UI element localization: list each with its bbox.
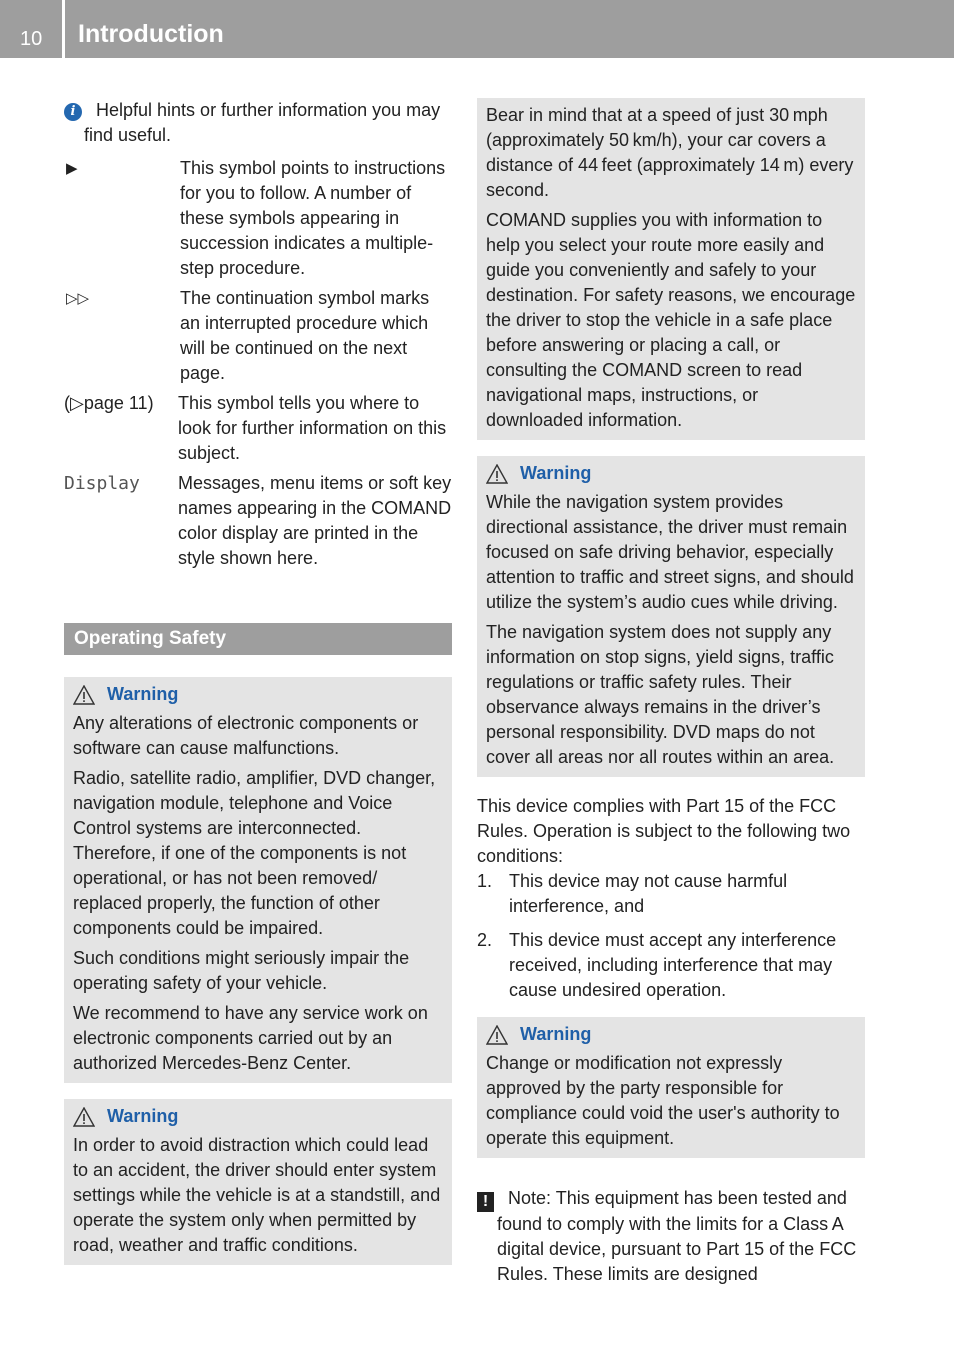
warning-title: Warning <box>520 463 592 483</box>
warning-paragraph: Change or modification not expressly approved by the party responsible for compliance could void the user's authority to operate this equipment. <box>486 1053 840 1148</box>
info-paragraph: COMAND supplies you with information to help you select your route more easily and guide you conveniently and safely to your destination. For safety reasons, we encourage the driver to stop the vehicle in a safe place before answering or placing a call, or consulting the COMAND screen to read navigational maps, instructions, or downloaded information. <box>486 210 856 430</box>
warning-paragraph: Such conditions might seriously impair the operating safety of your vehicle. <box>73 948 410 993</box>
warning-paragraph: The navigation system does not supply any information on stop signs, yield signs, traffic regulations or traffic safety rules. Their observance always remains in the driver’s personal responsibility. DVD maps do not cover all areas nor all routes within an area. <box>486 622 835 767</box>
warning-paragraph: Radio, satellite radio, amplifier, DVD changer, navigation module, telephone and Voice Control systems are interconnected. Therefore, if one of the components is not operational, or has not been removed/ replaced properly, the function of other components could be impaired. <box>73 768 436 938</box>
symbol-row <box>64 471 452 571</box>
symbol-description: This symbol points to instructions for you to follow. A number of these symbols appearing in succession indicates a multiple-step procedure. <box>180 158 446 278</box>
warning-box <box>64 1099 452 1265</box>
fcc-conditions-list <box>477 869 865 1003</box>
note-block <box>477 1186 865 1287</box>
warning-box <box>477 1017 865 1158</box>
warning-heading <box>486 461 856 486</box>
info-tip-text: Helpful hints or further information you may find useful. <box>84 100 441 145</box>
warning-paragraph: While the navigation system provides directional assistance, the driver must remain focused on safe driving behavior, especially attention to traffic and street signs, and should utilize the system’s audio cues while driving. <box>486 492 854 612</box>
continuation-arrows-icon: ▷▷ <box>66 290 90 307</box>
right-column <box>477 98 865 1287</box>
symbol-description: This symbol tells you where to look for further information on this subject. <box>178 393 447 463</box>
warning-title: Warning <box>107 684 179 704</box>
warning-triangle-icon <box>73 685 95 705</box>
warning-box <box>477 456 865 777</box>
page-header <box>0 0 954 58</box>
page-reference-symbol: (▷page 11) <box>64 393 154 413</box>
warning-triangle-icon <box>73 1107 95 1127</box>
symbol-row <box>64 156 452 281</box>
warning-paragraph: In order to avoid distraction which could lead to an accident, the driver should enter system settings while the vehicle is at a standstill, and operate the system only when permitted by road, weather and traffic conditions. <box>73 1135 441 1255</box>
page-number: 10 <box>20 28 43 50</box>
display-style-symbol: Display <box>64 473 140 494</box>
warning-title: Warning <box>107 1106 179 1126</box>
warning-triangle-icon <box>486 1025 508 1045</box>
page-title: Introduction <box>78 20 224 48</box>
section-title: Operating Safety <box>64 623 452 655</box>
symbol-description: Messages, menu items or soft key names appearing in the COMAND color display are printed in the style shown here. <box>178 473 452 568</box>
header-divider <box>62 0 65 58</box>
list-item: 2. This device must accept any interference received, including interference that may cause undesired operation. <box>477 930 837 1000</box>
symbol-description: The continuation symbol marks an interrupted procedure which will be continued on the next page. <box>180 288 430 383</box>
left-column <box>64 98 452 1265</box>
warning-heading <box>73 1104 443 1129</box>
fcc-intro: This device complies with Part 15 of the FCC Rules. Operation is subject to the following two conditions: <box>477 796 851 866</box>
warning-heading <box>73 682 443 707</box>
fcc-section <box>477 794 865 1003</box>
info-box <box>477 98 865 440</box>
symbol-row <box>64 391 452 466</box>
symbol-row <box>64 286 452 386</box>
warning-paragraph: Any alterations of electronic components or software can cause malfunctions. <box>73 713 419 758</box>
instruction-arrow-icon: ▶ <box>66 160 78 177</box>
warning-box <box>64 677 452 1083</box>
list-item: 1. This device may not cause harmful interference, and <box>477 871 788 916</box>
note-text: Note: This equipment has been tested and found to comply with the limits for a Class A digital device, pursuant to Part 15 of the FCC Rules. These limits are designed <box>497 1188 860 1284</box>
warning-paragraph: We recommend to have any service work on electronic components carried out by an authorized Mercedes-Benz Center. <box>73 1003 428 1073</box>
warning-triangle-icon <box>486 464 508 484</box>
warning-heading <box>486 1022 856 1047</box>
info-tip <box>64 98 452 148</box>
warning-title: Warning <box>520 1024 592 1044</box>
info-paragraph: Bear in mind that at a speed of just 30 mph (approximately 50 km/h), your car covers a distance of 44 feet (approximately 14 m) every second. <box>486 105 854 200</box>
exclamation-icon: ! <box>477 1192 494 1212</box>
info-icon: i <box>64 103 82 121</box>
